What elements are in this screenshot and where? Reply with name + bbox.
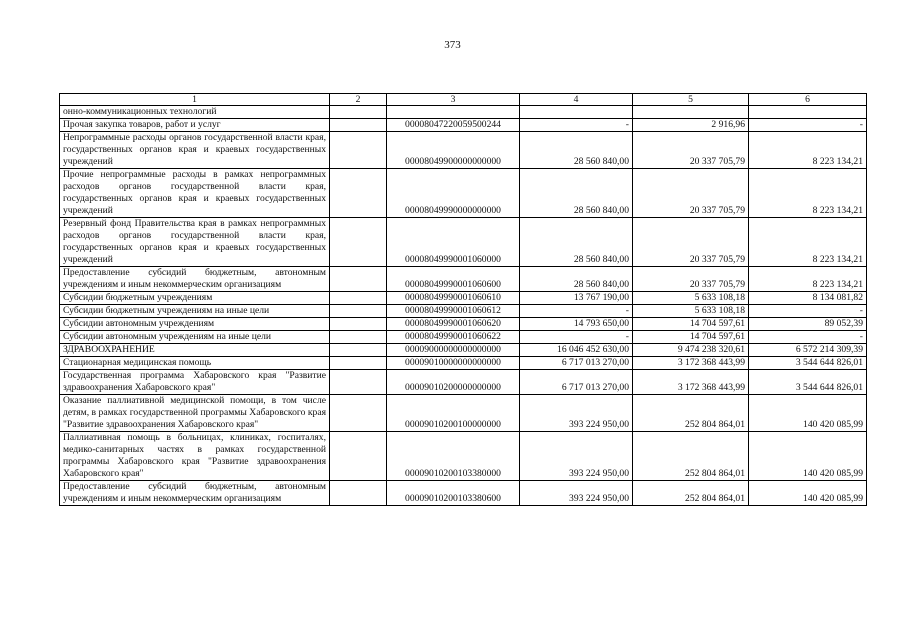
cell-v4: 28 560 840,00 bbox=[520, 169, 633, 218]
cell-name: Предоставление субсидий бюджетным, автономным учреждениям и иным некоммерческим организациям bbox=[60, 481, 330, 506]
cell-code: 00009010000000000000 bbox=[387, 357, 520, 370]
cell-code: 00009010200100000000 bbox=[387, 395, 520, 432]
cell-col2 bbox=[330, 331, 387, 344]
table-row bbox=[60, 119, 867, 132]
cell-name: Паллиативная помощь в больницах, клиниках, госпиталях, медико-санитарных частях в рамках государственной программы Хабаровского края "Развитие здравоохранения Хабаровского края" bbox=[60, 432, 330, 481]
cell-col2 bbox=[330, 395, 387, 432]
cell-v6: 140 420 085,99 bbox=[749, 481, 867, 506]
header-col-5: 5 bbox=[633, 94, 749, 106]
cell-code: 00008049990001060612 bbox=[387, 305, 520, 318]
cell-name: Непрограммные расходы органов государственной власти края, государственных органов края и краевых государственных учреждений bbox=[60, 132, 330, 169]
header-col-3: 3 bbox=[387, 94, 520, 106]
header-col-2: 2 bbox=[330, 94, 387, 106]
cell-v4: 13 767 190,00 bbox=[520, 292, 633, 305]
cell-v4: - bbox=[520, 119, 633, 132]
cell-v6 bbox=[749, 106, 867, 119]
table-row bbox=[60, 267, 867, 292]
cell-name: Прочая закупка товаров, работ и услуг bbox=[60, 119, 330, 132]
cell-code: 00008049990001060622 bbox=[387, 331, 520, 344]
cell-code bbox=[387, 106, 520, 119]
cell-v5: 252 804 864,01 bbox=[633, 395, 749, 432]
cell-v6: 3 544 644 826,01 bbox=[749, 370, 867, 395]
cell-v4: 393 224 950,00 bbox=[520, 395, 633, 432]
cell-v6: - bbox=[749, 305, 867, 318]
cell-v6: 140 420 085,99 bbox=[749, 432, 867, 481]
cell-col2 bbox=[330, 305, 387, 318]
budget-table bbox=[59, 93, 867, 506]
cell-name: Предоставление субсидий бюджетным, автономным учреждениям и иным некоммерческим организациям bbox=[60, 267, 330, 292]
table-row bbox=[60, 106, 867, 119]
table-row bbox=[60, 344, 867, 357]
cell-v5: 3 172 368 443,99 bbox=[633, 357, 749, 370]
cell-v5: 252 804 864,01 bbox=[633, 481, 749, 506]
table-row bbox=[60, 318, 867, 331]
cell-v4: 16 046 452 630,00 bbox=[520, 344, 633, 357]
cell-v5 bbox=[633, 106, 749, 119]
cell-v4: 393 224 950,00 bbox=[520, 432, 633, 481]
cell-v6: 8 134 081,82 bbox=[749, 292, 867, 305]
cell-v5: 2 916,96 bbox=[633, 119, 749, 132]
table-row bbox=[60, 481, 867, 506]
header-col-4: 4 bbox=[520, 94, 633, 106]
table-row bbox=[60, 218, 867, 267]
cell-v4: 14 793 650,00 bbox=[520, 318, 633, 331]
cell-col2 bbox=[330, 267, 387, 292]
cell-name: Резервный фонд Правительства края в рамках непрограммных расходов органов государственной власти края, государственных органов края и краевых государственных учреждений bbox=[60, 218, 330, 267]
cell-v6: 89 052,39 bbox=[749, 318, 867, 331]
cell-v5: 9 474 238 320,61 bbox=[633, 344, 749, 357]
cell-v6: 3 544 644 826,01 bbox=[749, 357, 867, 370]
cell-v5: 20 337 705,79 bbox=[633, 267, 749, 292]
cell-v6: 8 223 134,21 bbox=[749, 267, 867, 292]
cell-code: 00008049990001060000 bbox=[387, 218, 520, 267]
cell-col2 bbox=[330, 132, 387, 169]
cell-name: Оказание паллиативной медицинской помощи, в том числе детям, в рамках государственной программы Хабаровского края "Развитие здравоохранения Хабаровского края" bbox=[60, 395, 330, 432]
cell-col2 bbox=[330, 318, 387, 331]
cell-v5: 5 633 108,18 bbox=[633, 305, 749, 318]
table-row bbox=[60, 432, 867, 481]
table-row bbox=[60, 370, 867, 395]
cell-col2 bbox=[330, 119, 387, 132]
cell-name: Субсидии бюджетным учреждениям на иные цели bbox=[60, 305, 330, 318]
table-row bbox=[60, 132, 867, 169]
table-header bbox=[60, 94, 867, 106]
cell-v5: 5 633 108,18 bbox=[633, 292, 749, 305]
cell-code: 00009000000000000000 bbox=[387, 344, 520, 357]
cell-code: 00008049990001060620 bbox=[387, 318, 520, 331]
table-row bbox=[60, 357, 867, 370]
cell-v6: - bbox=[749, 119, 867, 132]
cell-v4: - bbox=[520, 331, 633, 344]
table-row bbox=[60, 169, 867, 218]
cell-v5: 20 337 705,79 bbox=[633, 132, 749, 169]
cell-name: ЗДРАВООХРАНЕНИЕ bbox=[60, 344, 330, 357]
cell-v5: 252 804 864,01 bbox=[633, 432, 749, 481]
table-row bbox=[60, 395, 867, 432]
cell-v5: 20 337 705,79 bbox=[633, 218, 749, 267]
cell-v5: 14 704 597,61 bbox=[633, 331, 749, 344]
cell-v4 bbox=[520, 106, 633, 119]
cell-v6: 8 223 134,21 bbox=[749, 169, 867, 218]
cell-name: Государственная программа Хабаровского края "Развитие здравоохранения Хабаровского края" bbox=[60, 370, 330, 395]
cell-v5: 3 172 368 443,99 bbox=[633, 370, 749, 395]
table-body bbox=[60, 106, 867, 506]
cell-v4: 6 717 013 270,00 bbox=[520, 357, 633, 370]
cell-v6: 8 223 134,21 bbox=[749, 132, 867, 169]
cell-name: Субсидии автономным учреждениям на иные цели bbox=[60, 331, 330, 344]
cell-v5: 14 704 597,61 bbox=[633, 318, 749, 331]
table-row bbox=[60, 292, 867, 305]
cell-col2 bbox=[330, 432, 387, 481]
cell-col2 bbox=[330, 106, 387, 119]
cell-col2 bbox=[330, 344, 387, 357]
cell-v6: 8 223 134,21 bbox=[749, 218, 867, 267]
cell-code: 00008049900000000000 bbox=[387, 132, 520, 169]
cell-col2 bbox=[330, 370, 387, 395]
cell-name: онно-коммуникационных технологий bbox=[60, 106, 330, 119]
cell-v6: 6 572 214 309,39 bbox=[749, 344, 867, 357]
cell-name: Субсидии бюджетным учреждениям bbox=[60, 292, 330, 305]
table-row bbox=[60, 305, 867, 318]
cell-v5: 20 337 705,79 bbox=[633, 169, 749, 218]
cell-v4: 28 560 840,00 bbox=[520, 132, 633, 169]
cell-col2 bbox=[330, 481, 387, 506]
cell-v4: 393 224 950,00 bbox=[520, 481, 633, 506]
cell-col2 bbox=[330, 292, 387, 305]
header-col-6: 6 bbox=[749, 94, 867, 106]
cell-v4: 28 560 840,00 bbox=[520, 218, 633, 267]
cell-v4: - bbox=[520, 305, 633, 318]
cell-col2 bbox=[330, 169, 387, 218]
cell-code: 00008049990000000000 bbox=[387, 169, 520, 218]
cell-col2 bbox=[330, 218, 387, 267]
header-row bbox=[60, 94, 867, 106]
cell-code: 00009010200000000000 bbox=[387, 370, 520, 395]
cell-name: Прочие непрограммные расходы в рамках непрограммных расходов органов государственной власти края, государственных органов края и краевых государственных учреждений bbox=[60, 169, 330, 218]
cell-code: 00008049990001060600 bbox=[387, 267, 520, 292]
cell-v6: - bbox=[749, 331, 867, 344]
cell-code: 00009010200103380000 bbox=[387, 432, 520, 481]
cell-col2 bbox=[330, 357, 387, 370]
cell-v4: 28 560 840,00 bbox=[520, 267, 633, 292]
cell-name: Стационарная медицинская помощь bbox=[60, 357, 330, 370]
cell-name: Субсидии автономным учреждениям bbox=[60, 318, 330, 331]
table-row bbox=[60, 331, 867, 344]
cell-code: 00008047220059500244 bbox=[387, 119, 520, 132]
cell-v4: 6 717 013 270,00 bbox=[520, 370, 633, 395]
header-col-1: 1 bbox=[60, 94, 330, 106]
cell-code: 00009010200103380600 bbox=[387, 481, 520, 506]
page-number: 373 bbox=[444, 39, 461, 51]
cell-code: 00008049990001060610 bbox=[387, 292, 520, 305]
cell-v6: 140 420 085,99 bbox=[749, 395, 867, 432]
